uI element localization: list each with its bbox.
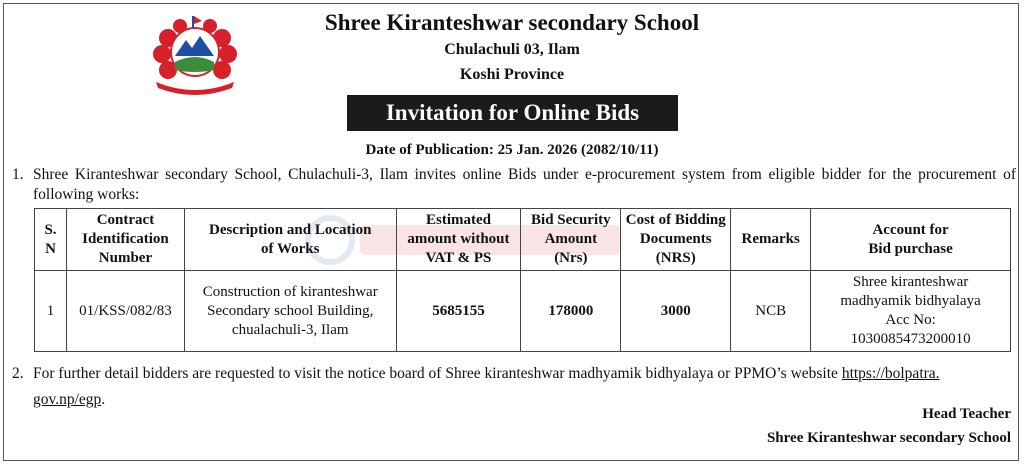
notice-title: Invitation for Online Bids <box>385 100 640 125</box>
cell-description <box>184 271 396 352</box>
header-text: (NRS) <box>655 250 696 266</box>
cell-estimated-amount: 5685155 <box>396 271 521 352</box>
header-remarks: Remarks <box>731 209 811 271</box>
header-bid-security <box>521 209 621 271</box>
cell-bid-security: 178000 <box>521 271 621 352</box>
header-text: Estimated <box>425 212 491 228</box>
paragraph-1 <box>12 165 1016 205</box>
header-text: Account for <box>872 221 949 238</box>
cell-doc-cost: 3000 <box>621 271 731 352</box>
header-account <box>811 209 1011 271</box>
header-text: Documents <box>639 231 712 247</box>
header-text: Cost of Bidding <box>625 212 726 228</box>
paragraph-2-body: For further detail bidders are requested to visit the notice board of Shree kiranteshwar madhyamik bidhyalaya or PPMO’s website <box>33 365 842 382</box>
header-text: of Works <box>261 240 320 257</box>
header-description <box>184 209 396 271</box>
header-contract-id <box>66 209 184 271</box>
signature-title: Head Teacher <box>922 406 1011 422</box>
cell-account <box>811 271 1011 352</box>
school-address-line1: Chulachuli 03, Ilam <box>444 41 580 58</box>
notice-title-banner <box>347 95 678 131</box>
header-text: S. <box>44 221 57 238</box>
cell-text: 1030085473200010 <box>850 331 971 347</box>
cell-text: Construction of kiranteshwar <box>202 283 378 300</box>
paragraph-2-number: 2. <box>12 365 24 382</box>
header-estimated-amount <box>396 209 521 271</box>
ppmo-website-link-cont[interactable]: gov.np/egp <box>33 391 102 408</box>
header-text: amount without <box>407 231 510 247</box>
cell-text: chualachuli-3, Ilam <box>231 321 349 338</box>
paragraph-1-text: Shree Kiranteshwar secondary School, Chulachuli-3, Ilam invites online Bids under e-procurement system from eligible bidder for the procurement of following works: <box>33 166 1016 203</box>
paragraph-2-text <box>33 361 1016 413</box>
cell-sn: 1 <box>35 271 67 352</box>
school-name: Shree Kiranteshwar secondary School <box>324 10 700 35</box>
table-row <box>35 271 1011 352</box>
cell-remarks: NCB <box>731 271 811 352</box>
cell-text: Acc No: <box>885 312 936 328</box>
cell-text: madhyamik bidhyalaya <box>840 293 981 309</box>
school-address-line2: Koshi Province <box>459 66 565 83</box>
header-doc-cost <box>621 209 731 271</box>
header-text: (Nrs) <box>554 250 588 266</box>
paragraph-2-end: . <box>101 391 106 408</box>
publication-date: Date of Publication: 25 Jan. 2026 (2082/10/11) <box>365 142 659 158</box>
paragraph-2 <box>12 361 1016 413</box>
cell-text: Secondary school Building, <box>207 302 374 319</box>
paragraph-1-number: 1. <box>12 166 24 183</box>
table-header-row <box>35 209 1011 271</box>
header-text: Contract <box>96 212 155 228</box>
header-text: VAT & PS <box>425 250 492 266</box>
ppmo-website-link[interactable]: https://bolpatra. <box>841 365 940 382</box>
header-text: Bid purchase <box>868 240 953 257</box>
header-text: N <box>45 240 56 257</box>
signature-org: Shree Kiranteshwar secondary School <box>766 430 1011 446</box>
header-text: Bid Security <box>531 212 611 228</box>
cell-text: Shree kiranteshwar <box>852 274 969 290</box>
header-sn <box>35 209 67 271</box>
cell-contract-id: 01/KSS/082/83 <box>66 271 184 352</box>
header-text: Identification <box>82 231 169 247</box>
header-text: Number <box>98 250 153 266</box>
header-text: Amount <box>544 231 598 247</box>
bids-table <box>34 208 1011 352</box>
header-text: Description and Location <box>208 221 372 238</box>
